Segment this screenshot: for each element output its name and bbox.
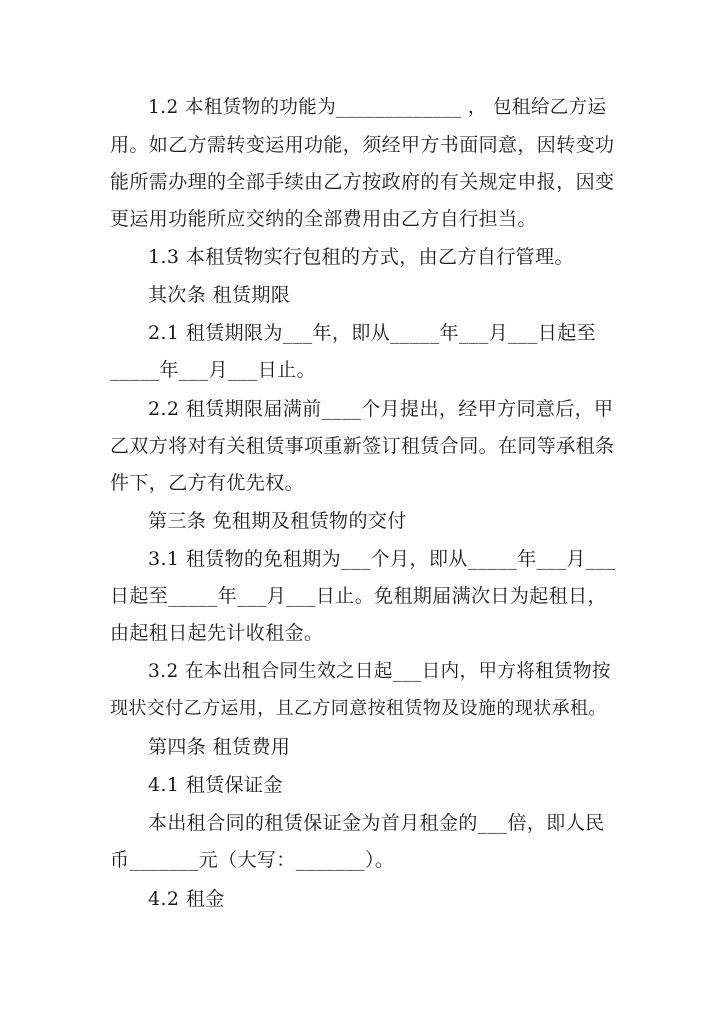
clause-3-1-line-1: 3.1 租赁物的免租期为___个月，即从_____年___月___	[148, 548, 616, 570]
clause-1-2-line-4: 更运用功能所应交纳的全部费用由乙方自行担当。	[110, 208, 537, 230]
clause-1-2-line-3: 能所需办理的全部手续由乙方按政府的有关规定申报，因变	[110, 171, 615, 193]
clause-1-2-line-1: 1.2 本租赁物的功能为_____________ ， 包租给乙方运	[148, 97, 607, 118]
clause-3-1-line-3: 由起租日起先计收租金。	[110, 622, 324, 644]
clause-1-2-line-2: 用。如乙方需转变运用功能，须经甲方书面同意，因转变功	[110, 134, 615, 156]
clause-4-2-title: 4.2 租金	[148, 888, 225, 910]
clause-4-1-line-1: 本出租合同的租赁保证金为首月租金的___倍，即人民	[148, 812, 605, 834]
section-heading-4: 第四条 租赁费用	[148, 736, 291, 758]
clause-2-1-line-2: _____年___月___日止。	[110, 359, 316, 381]
section-heading-3: 第三条 免租期及租赁物的交付	[148, 510, 407, 532]
clause-2-2-line-2: 乙双方将对有关租赁事项重新签订租赁合同。在同等承租条	[110, 435, 615, 457]
clause-2-2-line-3: 件下，乙方有优先权。	[110, 472, 305, 494]
clause-4-1-line-2: 币_______元（大写：_______）。	[110, 849, 395, 871]
clause-3-2-line-1: 3.2 在本出租合同生效之日起___日内，甲方将租赁物按	[148, 661, 611, 682]
clause-3-1-line-2: 日起至_____年___月___日止。免租期届满次日为起租日，	[110, 585, 607, 607]
clause-3-2-line-2: 现状交付乙方运用，且乙方同意按租赁物及设施的现状承租。	[110, 698, 607, 719]
clause-2-2-line-1: 2.2 租赁期限届满前____个月提出，经甲方同意后，甲	[148, 398, 614, 420]
clause-4-1-title: 4.1 租赁保证金	[148, 774, 283, 796]
section-heading-2: 其次条 租赁期限	[148, 284, 291, 306]
clause-2-1-line-1: 2.1 租赁期限为___年，即从_____年___月___日起至	[148, 322, 597, 344]
clause-1-3: 1.3 本租赁物实行包租的方式，由乙方自行管理。	[148, 246, 574, 268]
